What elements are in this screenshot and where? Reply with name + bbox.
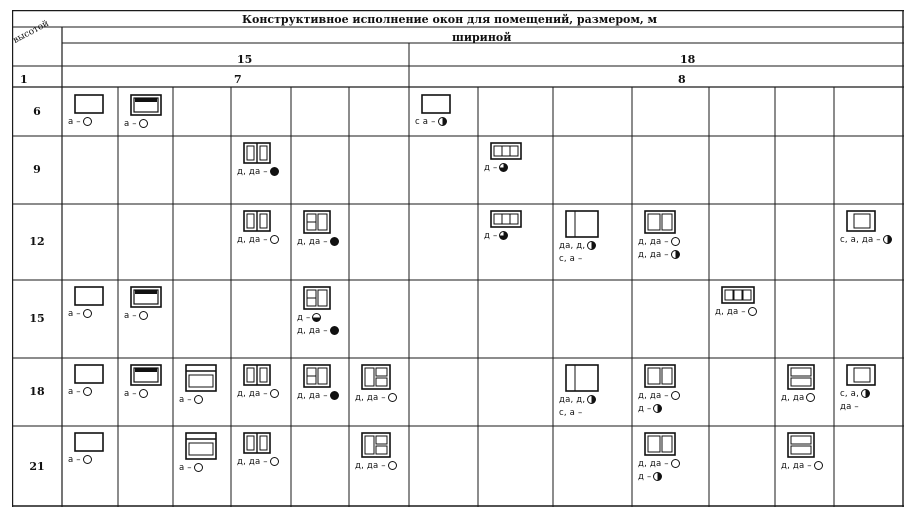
cell-annotation bbox=[124, 311, 169, 321]
window-diagram bbox=[130, 286, 169, 308]
cell-annotation bbox=[840, 389, 900, 399]
glazing-symbol-icon bbox=[388, 461, 397, 470]
window-cell bbox=[179, 364, 227, 405]
window-cell bbox=[68, 364, 114, 397]
cell-note: д, да – bbox=[715, 307, 746, 317]
window-diagram bbox=[644, 364, 705, 388]
cell-annotation bbox=[68, 309, 114, 319]
cell-note: д, да – bbox=[237, 167, 268, 177]
glazing-symbol-icon bbox=[883, 235, 892, 244]
row-label-9: 9 bbox=[33, 163, 41, 176]
cell-note: а – bbox=[124, 311, 137, 321]
cell-annotation bbox=[179, 463, 227, 473]
glazing-symbol-icon bbox=[330, 391, 339, 400]
cell-annotation bbox=[355, 393, 405, 403]
cell-annotation bbox=[638, 404, 705, 414]
glazing-symbol-icon bbox=[587, 241, 596, 250]
glazing-symbol-icon bbox=[270, 389, 279, 398]
window-cell bbox=[484, 142, 549, 173]
window-diagram bbox=[565, 364, 628, 392]
window-diagram bbox=[361, 432, 405, 458]
glazing-symbol-icon bbox=[83, 455, 92, 464]
window-diagram bbox=[130, 94, 169, 116]
glazing-symbol-icon bbox=[83, 117, 92, 126]
glazing-symbol-icon bbox=[270, 457, 279, 466]
window-diagram bbox=[721, 286, 771, 304]
cell-note: д, да – bbox=[355, 461, 386, 471]
glazing-symbol-icon bbox=[587, 395, 596, 404]
cell-note: д, да – bbox=[638, 391, 669, 401]
window-cell bbox=[237, 210, 287, 245]
cell-annotation bbox=[638, 237, 705, 247]
window-diagram bbox=[565, 210, 628, 238]
cell-note: с, а – bbox=[559, 408, 583, 418]
window-diagram bbox=[303, 364, 345, 388]
glazing-symbol-icon bbox=[83, 387, 92, 396]
cell-note: д, да bbox=[781, 393, 805, 403]
window-cell bbox=[638, 364, 705, 414]
window-cell bbox=[68, 286, 114, 319]
glazing-symbol-icon bbox=[671, 237, 680, 246]
glazing-symbol-icon bbox=[653, 404, 662, 413]
cell-annotation bbox=[840, 235, 900, 245]
glazing-symbol-icon bbox=[270, 235, 279, 244]
window-diagram bbox=[846, 364, 900, 386]
glazing-symbol-icon bbox=[499, 163, 508, 172]
window-diagram bbox=[74, 286, 114, 306]
cell-note: да – bbox=[840, 402, 859, 412]
span-group-18: 18 bbox=[680, 53, 696, 66]
cell-note: а – bbox=[124, 119, 137, 129]
cell-annotation bbox=[237, 389, 287, 399]
window-cell bbox=[484, 210, 549, 241]
cell-annotation bbox=[559, 395, 628, 405]
index-group-7: 7 bbox=[234, 73, 242, 86]
span-group-15: 15 bbox=[237, 53, 253, 66]
cell-note: а – bbox=[124, 389, 137, 399]
window-cell bbox=[559, 210, 628, 264]
cell-annotation bbox=[840, 402, 900, 412]
cell-note: д, да – bbox=[237, 457, 268, 467]
index-group-8: 8 bbox=[678, 73, 686, 86]
glazing-symbol-icon bbox=[861, 389, 870, 398]
glazing-symbol-icon bbox=[653, 472, 662, 481]
glazing-symbol-icon bbox=[194, 395, 203, 404]
cell-note: д, да – bbox=[297, 391, 328, 401]
row-label-12: 12 bbox=[29, 235, 45, 248]
cell-note: с, а, да – bbox=[840, 235, 881, 245]
window-cell bbox=[297, 286, 345, 336]
window-diagram bbox=[644, 432, 705, 456]
cell-annotation bbox=[237, 167, 287, 177]
cell-annotation bbox=[297, 326, 345, 336]
cell-annotation bbox=[297, 237, 345, 247]
row-label-6: 6 bbox=[33, 105, 41, 118]
glazing-symbol-icon bbox=[330, 326, 339, 335]
cell-note: д, да – bbox=[297, 237, 328, 247]
cell-annotation bbox=[781, 461, 830, 471]
window-cell bbox=[415, 94, 474, 127]
cell-note: а – bbox=[179, 463, 192, 473]
table-grid bbox=[12, 10, 904, 507]
cell-annotation bbox=[297, 313, 345, 323]
window-cell bbox=[715, 286, 771, 317]
cell-note: а – bbox=[179, 395, 192, 405]
cell-annotation bbox=[484, 163, 549, 173]
window-cell bbox=[237, 142, 287, 177]
glazing-symbol-icon bbox=[671, 391, 680, 400]
window-diagram bbox=[185, 364, 227, 392]
window-cell bbox=[124, 94, 169, 129]
cell-annotation bbox=[297, 391, 345, 401]
window-cell bbox=[638, 432, 705, 482]
col-header-width: шириной bbox=[452, 31, 512, 44]
window-diagram bbox=[361, 364, 405, 390]
table-title: Конструктивное исполнение окон для помещений, размером, м bbox=[242, 13, 658, 26]
cell-note: а – bbox=[68, 309, 81, 319]
glazing-symbol-icon bbox=[139, 389, 148, 398]
cell-note: д, да – bbox=[638, 459, 669, 469]
window-cell bbox=[237, 364, 287, 399]
cell-note: д, да – bbox=[297, 326, 328, 336]
window-cell bbox=[179, 432, 227, 473]
cell-note: д, да – bbox=[355, 393, 386, 403]
cell-note: д, да – bbox=[638, 237, 669, 247]
cell-note: а – bbox=[68, 117, 81, 127]
cell-annotation bbox=[237, 235, 287, 245]
window-cell bbox=[237, 432, 287, 467]
window-cell bbox=[355, 364, 405, 403]
cell-note: д, да – bbox=[237, 389, 268, 399]
window-diagram bbox=[243, 364, 287, 386]
glazing-symbol-icon bbox=[83, 309, 92, 318]
cell-annotation bbox=[124, 119, 169, 129]
glazing-symbol-icon bbox=[806, 393, 815, 402]
cell-note: да, д, bbox=[559, 395, 586, 405]
cell-note: да, д, bbox=[559, 241, 586, 251]
cell-annotation bbox=[715, 307, 771, 317]
window-diagram bbox=[243, 432, 287, 454]
cell-annotation bbox=[638, 250, 705, 260]
window-diagram bbox=[130, 364, 169, 386]
window-cell bbox=[297, 364, 345, 401]
window-cell bbox=[781, 432, 830, 471]
cell-annotation bbox=[68, 387, 114, 397]
window-diagram bbox=[303, 286, 345, 310]
cell-note: д, да – bbox=[638, 250, 669, 260]
cell-note: д – bbox=[638, 404, 652, 414]
glazing-symbol-icon bbox=[671, 250, 680, 259]
window-cell bbox=[840, 364, 900, 412]
cell-note: д – bbox=[297, 313, 311, 323]
cell-annotation bbox=[179, 395, 227, 405]
glazing-symbol-icon bbox=[330, 237, 339, 246]
cell-note: д – bbox=[484, 231, 498, 241]
row-header-height: высотой bbox=[11, 18, 51, 46]
cell-annotation bbox=[355, 461, 405, 471]
cell-note: а – bbox=[68, 387, 81, 397]
row-label-15: 15 bbox=[29, 312, 45, 325]
window-diagram bbox=[421, 94, 474, 114]
cell-annotation bbox=[559, 408, 628, 418]
window-diagram bbox=[303, 210, 345, 234]
glazing-symbol-icon bbox=[388, 393, 397, 402]
glazing-symbol-icon bbox=[438, 117, 447, 126]
cell-note: д, да – bbox=[781, 461, 812, 471]
cell-note: с а – bbox=[415, 117, 436, 127]
window-cell bbox=[124, 286, 169, 321]
window-cell bbox=[68, 432, 114, 465]
window-diagram bbox=[243, 210, 287, 232]
window-design-table bbox=[12, 10, 904, 507]
cell-annotation bbox=[638, 472, 705, 482]
cell-annotation bbox=[559, 241, 628, 251]
window-diagram bbox=[846, 210, 900, 232]
cell-note: д – bbox=[638, 472, 652, 482]
cell-annotation bbox=[68, 455, 114, 465]
cell-annotation bbox=[124, 389, 169, 399]
window-diagram bbox=[74, 432, 114, 452]
window-cell bbox=[559, 364, 628, 418]
cell-annotation bbox=[781, 393, 830, 403]
window-diagram bbox=[185, 432, 227, 460]
window-cell bbox=[355, 432, 405, 471]
window-cell bbox=[781, 364, 830, 403]
glazing-symbol-icon bbox=[671, 459, 680, 468]
index-row-label: 1 bbox=[20, 73, 28, 86]
glazing-symbol-icon bbox=[270, 167, 279, 176]
cell-note: с, а, bbox=[840, 389, 859, 399]
window-diagram bbox=[644, 210, 705, 234]
cell-annotation bbox=[559, 254, 628, 264]
cell-annotation bbox=[638, 459, 705, 469]
cell-annotation bbox=[237, 457, 287, 467]
cell-annotation bbox=[638, 391, 705, 401]
glazing-symbol-icon bbox=[194, 463, 203, 472]
window-diagram bbox=[490, 142, 549, 160]
row-label-18: 18 bbox=[29, 385, 45, 398]
glazing-symbol-icon bbox=[748, 307, 757, 316]
window-cell bbox=[297, 210, 345, 247]
glazing-symbol-icon bbox=[139, 119, 148, 128]
glazing-symbol-icon bbox=[139, 311, 148, 320]
glazing-symbol-icon bbox=[499, 231, 508, 240]
window-cell bbox=[638, 210, 705, 260]
row-label-21: 21 bbox=[29, 459, 45, 473]
window-diagram bbox=[243, 142, 287, 164]
window-cell bbox=[124, 364, 169, 399]
window-cell bbox=[68, 94, 114, 127]
cell-note: с, а – bbox=[559, 254, 583, 264]
window-diagram bbox=[787, 432, 830, 458]
cell-annotation bbox=[415, 117, 474, 127]
window-diagram bbox=[74, 94, 114, 114]
cell-annotation bbox=[68, 117, 114, 127]
cell-note: д, да – bbox=[237, 235, 268, 245]
window-diagram bbox=[74, 364, 114, 384]
window-diagram bbox=[490, 210, 549, 228]
window-diagram bbox=[787, 364, 830, 390]
cell-note: д – bbox=[484, 163, 498, 173]
window-cell bbox=[840, 210, 900, 245]
glazing-symbol-icon bbox=[814, 461, 823, 470]
glazing-symbol-icon bbox=[312, 313, 321, 322]
cell-note: а – bbox=[68, 455, 81, 465]
cell-annotation bbox=[484, 231, 549, 241]
